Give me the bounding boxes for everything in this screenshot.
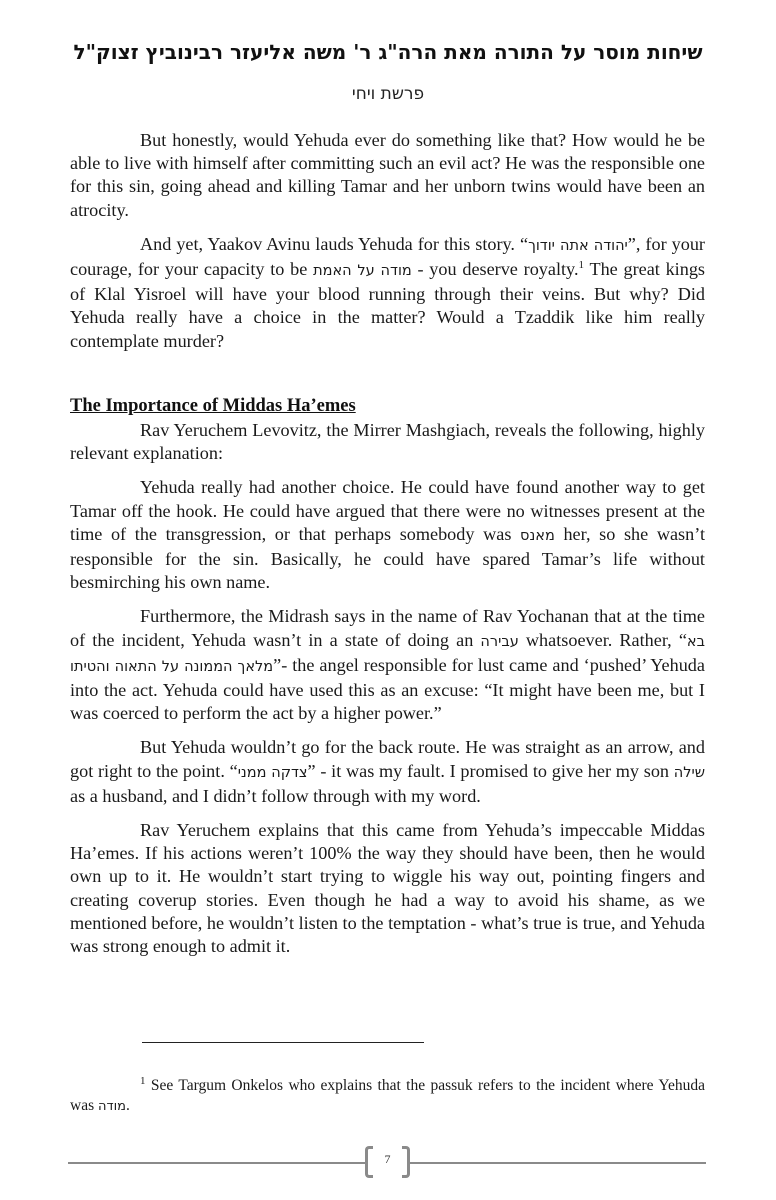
intro-text [70, 129, 705, 364]
hebrew-quote: יהודה אתה יודוך [528, 237, 628, 254]
footnote-reference[interactable]: 1 [578, 258, 585, 271]
paragraph [70, 736, 705, 808]
hebrew-word: מאנס [520, 527, 555, 544]
text-run: ”, for your courage, for your capacity to be [70, 233, 705, 280]
hebrew-quote: צדקה ממני [237, 764, 308, 781]
hebrew-phrase: מודה על האמת [313, 263, 412, 280]
running-header-parsha: פרשת ויחי [351, 84, 425, 104]
text-run: her, so she wasn’t responsible for the sin. Basically, he could have spared Tamar’s life without besmirching his own name. [70, 523, 706, 593]
text-run: as a husband, and I didn’t follow through with my word. [70, 785, 481, 806]
text-run: . [125, 1097, 130, 1114]
hebrew-word: עבירה [480, 633, 519, 650]
paragraph: Rav Yeruchem Levovitz, the Mirrer Mashgiach, reveals the following, highly relevant explanation: [70, 420, 705, 464]
paragraph: Rav Yeruchem explains that this came from Yehuda’s impeccable Middas Ha’emes. If his actions weren’t 100% the way they should have been, then he would own up to it. He wouldn’t start trying to wiggle his way out, pointing fingers and creating coverup stories. Even though he had a way to avoid his shame, as we mentioned before, he wouldn’t listen to the temptation - what’s true is true, and Yehuda was strong enough to admit it. [70, 820, 705, 957]
text-run: - you deserve royalty. [411, 259, 579, 280]
page-number-bracket-left [365, 1146, 373, 1178]
text-run: But Yehuda wouldn’t go for the back route. He was straight as an arrow, and got right to the point. “ [70, 737, 705, 781]
running-header-title: שיחות מוסר על התורה מאת הרה"ג ר' משה אליעזר רבינוביץ זצוק"ל [73, 40, 703, 64]
page-number: 7 [384, 1152, 391, 1166]
text-run: ”- the angel responsible for lust came and ‘pushed’ Yehuda into the act. Yehuda could have used this as an excuse: “It might have been me, but I was coerced to perform the act by a higher power.” [70, 654, 705, 724]
text-run: ” - it was my fault. I promised to give her my son [307, 760, 674, 781]
footnote-separator [142, 1042, 424, 1043]
footer-rule-left [68, 1162, 366, 1164]
paragraph [70, 605, 705, 725]
text-run: whatsoever. Rather, “ [518, 629, 687, 650]
hebrew-word: שילה [673, 764, 705, 781]
text-run: The great kings of Klal Yisroel will have your blood running through their veins. But why? Did Yehuda really have a choice in the matter? Would a Tzaddik like him really contemplate murder? [70, 259, 705, 351]
section-text [70, 419, 705, 969]
paragraph: But honestly, would Yehuda ever do something like that? How would he be able to live with himself after committing such an evil act? He was the responsible one for this sin, going ahead and killing Tamar and her unborn twins would have been an atrocity. [70, 130, 705, 220]
section-heading: The Importance of Middas Ha’emes [70, 396, 356, 416]
text-run: Furthermore, the Midrash says in the name of Rav Yochanan that at the time of the incident, Yehuda wasn’t in a state of doing an [70, 606, 705, 650]
footnote [70, 1076, 705, 1117]
page-number-bracket-right [402, 1146, 410, 1178]
paragraph [70, 233, 705, 353]
text-run: Yehuda really had another choice. He could have found another way to get Tamar off the hook. He could have argued that there were no witnesses present at the time of the transgression, or that perhaps somebody was [70, 477, 705, 544]
footer-rule-right [410, 1162, 706, 1164]
text-run: And yet, Yaakov Avinu lauds Yehuda for this story. “ [140, 233, 529, 254]
paragraph [70, 476, 705, 594]
hebrew-word: מודה [97, 1099, 126, 1114]
text-run: See Targum Onkelos who explains that the passuk refers to the incident where Yehuda was [70, 1077, 705, 1114]
footnote-number: 1 [140, 1074, 146, 1087]
hebrew-quote: בא מלאך הממונה על התאוה והטיתו [70, 633, 705, 675]
